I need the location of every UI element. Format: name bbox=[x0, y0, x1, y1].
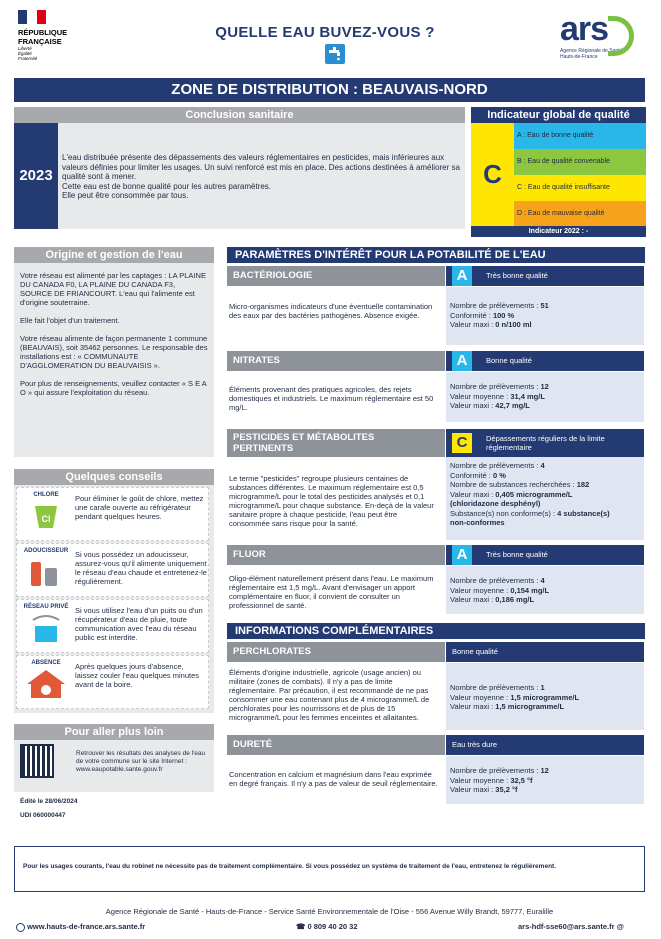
conclusion-year: 2023 bbox=[14, 123, 58, 229]
conseil-reseau-prive bbox=[16, 599, 209, 653]
pesticides-s2: Conformité : bbox=[450, 470, 493, 480]
indicator-level-a-letter: A bbox=[517, 132, 522, 139]
conclusion-text-3: Elle peut être consommée par tous. bbox=[62, 191, 189, 200]
footer-website[interactable] bbox=[16, 922, 145, 932]
nitrates-v2: 31,4 mg/L bbox=[510, 391, 545, 401]
footer-email[interactable] bbox=[518, 922, 624, 931]
origine-p1: Votre réseau est alimenté par les captages : LA PLAINE DU CANADA F0, LA PLAINE DU CANADA F3, SOURCE DE FRIANCOURT. L'eau qui l'alimente est d'origine souterraine. bbox=[20, 271, 206, 307]
fluor-rating: Très bonne qualité bbox=[486, 550, 548, 559]
durete-rating: Eau très dure bbox=[452, 740, 498, 749]
nitrates-s3: Valeur maxi : bbox=[450, 401, 496, 410]
perchlorates-s1: Nombre de prélèvements : bbox=[450, 683, 541, 692]
nitrates-v3: 42,7 mg/L bbox=[495, 401, 530, 410]
plus-loin-text: Retrouver les résultats des analyses de l'eau de votre commune sur le site Internet : www.eaupotable.sante.gouv.fr bbox=[76, 750, 206, 773]
nitrates-s1: Nombre de prélèvements : bbox=[450, 382, 541, 391]
footer-phone-number: 0 809 40 20 32 bbox=[307, 922, 358, 931]
marianne-flag-icon bbox=[18, 10, 46, 24]
pesticides-stats bbox=[446, 457, 644, 540]
nitrates-grade: A bbox=[452, 351, 472, 371]
edition-date: Édité le 28/06/2024 bbox=[20, 798, 78, 805]
durete-v1: 12 bbox=[540, 766, 549, 775]
pesticides-v1: 4 bbox=[540, 461, 545, 470]
bacterio-v2: 100 % bbox=[492, 310, 515, 320]
conseil-adoucisseur bbox=[16, 543, 209, 597]
indicator-level-c-letter: C bbox=[517, 184, 523, 191]
conseil-adoucisseur-text: Si vous possédez un adoucisseur, assurez-vous qu'il alimente uniquement le réseau d'eau chaude et entretenez-le régulièrement. bbox=[75, 550, 207, 586]
footer-phone bbox=[296, 922, 357, 931]
bacterio-desc: Micro-organismes indicateurs d'une éventuelle contamination des eaux par des bactéries pathogènes. Absence exigée. bbox=[229, 302, 433, 320]
bottom-note-box bbox=[14, 846, 645, 892]
indicator-footer: Indicateur 2022 : - bbox=[471, 226, 646, 237]
pesticides-rating-bar bbox=[446, 429, 644, 457]
conseil-adoucisseur-tag: ADOUCISSEUR bbox=[23, 548, 69, 554]
origine-p4: Pour plus de renseignements, veuillez contacter « S E A O » qui assure l'exploitation du réseau. bbox=[20, 379, 207, 397]
bacterio-name: BACTÉRIOLOGIE bbox=[227, 266, 445, 286]
nitrates-rating: Bonne qualité bbox=[486, 356, 532, 365]
bottom-note: Pour les usages courants, l'eau du robinet ne nécessite pas de traitement complémentaire. Si vous possédez un système de traitement de l'eau, entretenez le régulièrement. bbox=[23, 863, 557, 870]
bacterio-v1: 51 bbox=[540, 301, 549, 310]
conseil-chlore-tag: CHLORE bbox=[33, 492, 59, 498]
perchlorates-v1: 1 bbox=[540, 683, 545, 692]
nitrates-v1: 12 bbox=[540, 382, 549, 391]
pesticides-desc: Le terme "pesticides" regroupe plusieurs centaines de substances différentes. Le maximum réglementaire est 0,5 microgramme/L pour le total des pesticides analysés et 0,1 microgramme/L pour chaque substance. En-deçà de la valeur sanitaire propre à chaque pesticide, l'eau peut être consommée sans risque pour la santé. bbox=[229, 474, 434, 528]
durete-s2: Valeur moyenne : bbox=[450, 775, 511, 785]
nitrates-desc: Éléments provenant des pratiques agricoles, des rejets domestiques et industriels. Le maximum réglementaire est 50 mg/L. bbox=[229, 385, 434, 412]
durete-v2: 32,5 °f bbox=[510, 775, 533, 785]
perchlorates-rating: Bonne qualité bbox=[452, 647, 498, 656]
conseil-chlore bbox=[16, 487, 209, 541]
origine-heading: Origine et gestion de l'eau bbox=[14, 247, 214, 263]
durete-rating-bar bbox=[446, 735, 644, 755]
ars-sub1: Agence Régionale de Santé bbox=[560, 48, 623, 54]
svg-text:Cl: Cl bbox=[41, 514, 51, 524]
bacterio-rating-bar bbox=[446, 266, 644, 286]
bacterio-v3: 0 n/100 ml bbox=[495, 320, 532, 329]
infos-heading: INFORMATIONS COMPLÉMENTAIRES bbox=[227, 623, 645, 639]
pesticides-s1: Nombre de prélèvements : bbox=[450, 461, 541, 470]
conseil-reseau-prive-tag: RÉSEAU PRIVÉ bbox=[23, 604, 69, 610]
bacterio-s3: Valeur maxi : bbox=[450, 320, 496, 329]
indicator-level-d-letter: D bbox=[517, 210, 523, 217]
conseil-reseau-prive-text: Si vous utilisez l'eau d'un puits ou d'un récupérateur d'eau de pluie, toute communication avec l'eau du réseau public est interdite. bbox=[75, 606, 203, 642]
fluor-stats bbox=[446, 566, 644, 614]
conclusion-box bbox=[14, 123, 465, 229]
fluor-v2: 0,154 mg/L bbox=[510, 585, 550, 595]
fluor-s3: Valeur maxi : bbox=[450, 595, 496, 604]
plus-loin-box bbox=[14, 740, 214, 792]
conseil-chlore-text: Pour éliminer le goût de chlore, mettez une carafe ouverte au réfrigérateur pendant quelques heures. bbox=[75, 494, 204, 521]
indicator-level-d-label: : Eau de mauvaise qualité bbox=[524, 210, 605, 217]
plus-loin-heading: Pour aller plus loin bbox=[14, 724, 214, 740]
perchlorates-stats bbox=[446, 663, 644, 730]
nitrates-name: NITRATES bbox=[227, 351, 445, 371]
pesticides-name-2: PERTINENTS bbox=[233, 443, 294, 454]
durete-desc: Concentration en calcium et magnésium dans l'eau exprimée en degré français. Il n'y a pas de valeur de seuil réglementaire. bbox=[229, 770, 438, 788]
durete-v3: 35,2 °f bbox=[495, 785, 518, 794]
indicator-level-a-label: : Eau de bonne qualité bbox=[523, 132, 594, 139]
pesticides-v5: 4 substance(s) bbox=[557, 508, 610, 518]
indicator-level-b-label: : Eau de qualité convenable bbox=[523, 158, 611, 165]
zone-title: ZONE DE DISTRIBUTION : BEAUVAIS-NORD bbox=[14, 78, 645, 102]
footer-address: Agence Régionale de Santé - Hauts-de-France - Service Santé Environnementale de l'Oise - 556 Avenue Willy Brandt, 59777, Euralille bbox=[105, 907, 554, 916]
fluor-s2: Valeur moyenne : bbox=[450, 585, 511, 595]
at-icon: @ bbox=[616, 922, 624, 931]
pesticides-v4b: (chloridazone desphényl) bbox=[450, 499, 541, 508]
indicator-level-b-letter: B bbox=[517, 158, 522, 165]
fluor-rating-bar bbox=[446, 545, 644, 565]
pesticides-v2: 0 % bbox=[492, 470, 506, 480]
params-heading: PARAMÈTRES D'INTÉRÊT POUR LA POTABILITÉ DE L'EAU bbox=[227, 247, 645, 263]
pesticides-s4: Valeur maxi : bbox=[450, 489, 496, 499]
origine-p3: Votre réseau alimente de façon permanente 1 commune (BEAUVAIS), soit 35462 personnes. Le responsable des installations est : « COMMUNAUTE D'AGGLOMERATION DU BEAUVAISIS ». bbox=[20, 334, 208, 370]
nitrates-rating-bar bbox=[446, 351, 644, 371]
fluor-s1: Nombre de prélèvements : bbox=[450, 576, 541, 585]
republic-line2: FRANÇAISE bbox=[18, 37, 62, 46]
conseil-absence-text: Après quelques jours d'absence, laissez couler l'eau quelques minutes avant de la boire. bbox=[75, 662, 200, 689]
republic-line1: RÉPUBLIQUE bbox=[18, 28, 68, 37]
bacterio-stats bbox=[446, 287, 644, 345]
conclusion-text-1: L'eau distribuée présente des dépassements des valeurs réglementaires en pesticides, mais inférieures aux valeurs définies pour limiter les usages. Un suivi renforcé est mis en place. Des actions destinées à améliorer sa qualité sont à mener. bbox=[62, 153, 460, 181]
ars-logo bbox=[560, 12, 650, 70]
chlore-icon bbox=[21, 490, 71, 538]
motto-3: Fraternité bbox=[18, 56, 38, 61]
udi-code: UDI 060000447 bbox=[20, 812, 66, 819]
fluor-name: FLUOR bbox=[227, 545, 445, 565]
indicator-level-a bbox=[514, 123, 646, 149]
well-icon bbox=[21, 602, 71, 650]
perchlorates-desc: Éléments d'origine industrielle, agricole (usage ancien) ou militaire (zones de combats). Il n'y a pas de limite réglementaire. Par précaution, il est recommandé de ne pas consommer une eau contenant plus de 4 microgramme/L de perchlorates pour les nourrissons et de plus de 15 microgramme/L pour les femmes enceintes et allaitantes. bbox=[229, 668, 430, 722]
bacterio-grade: A bbox=[452, 266, 472, 286]
footer-website-link[interactable]: www.hauts-de-france.ars.sante.fr bbox=[27, 922, 146, 931]
motto-1: Liberté bbox=[18, 46, 32, 51]
bacterio-s1: Nombre de prélèvements : bbox=[450, 301, 541, 310]
durete-stats bbox=[446, 756, 644, 804]
indicator-level-d bbox=[514, 201, 646, 226]
ars-logo-text: ars bbox=[560, 10, 609, 48]
indicator-heading: Indicateur global de qualité bbox=[471, 107, 646, 123]
origine-p2: Elle fait l'objet d'un traitement. bbox=[20, 316, 120, 325]
durete-s3: Valeur maxi : bbox=[450, 785, 496, 794]
phone-icon: ☎ bbox=[296, 922, 306, 931]
pesticides-name bbox=[227, 429, 445, 457]
conclusion-text bbox=[62, 153, 462, 201]
durete-s1: Nombre de prélèvements : bbox=[450, 766, 541, 775]
qr-code-icon bbox=[20, 744, 54, 778]
pesticides-v4: 0,405 microgramme/L bbox=[495, 489, 573, 499]
perchlorates-name: PERCHLORATES bbox=[227, 642, 445, 662]
adoucisseur-icon bbox=[21, 546, 71, 594]
footer-email-link[interactable]: ars-hdf-sse60@ars.sante.fr bbox=[518, 922, 615, 931]
perchlorates-s2: Valeur moyenne : bbox=[450, 692, 511, 702]
fluor-desc: Oligo-élément naturellement présent dans l'eau. Le maximum réglementaire est 1,5 mg/L. Avant d'envisager un apport complémentaire en fluor, il convient de consulter un professionnel de santé. bbox=[229, 574, 434, 610]
pesticides-grade: C bbox=[452, 433, 472, 453]
perchlorates-v2: 1,5 microgramme/L bbox=[510, 692, 580, 702]
motto-2: Égalité bbox=[18, 51, 32, 56]
conseils-heading: Quelques conseils bbox=[14, 469, 214, 485]
pesticides-name-1: PESTICIDES ET MÉTABOLITES bbox=[233, 432, 375, 443]
page-title: QUELLE EAU BUVEZ-VOUS ? bbox=[215, 24, 435, 41]
conclusion-text-2: Cette eau est de bonne qualité pour les autres paramètres. bbox=[62, 181, 272, 191]
pesticides-v5b: non-conformes bbox=[450, 518, 505, 527]
bacterio-rating: Très bonne qualité bbox=[486, 271, 548, 280]
fluor-v1: 4 bbox=[540, 576, 545, 585]
nitrates-stats bbox=[446, 372, 644, 422]
house-icon bbox=[21, 658, 71, 706]
fluor-grade: A bbox=[452, 545, 472, 565]
perchlorates-rating-bar bbox=[446, 642, 644, 662]
durete-name: DURETÉ bbox=[227, 735, 445, 755]
indicator-level-c-label: : Eau de qualité insuffisante bbox=[524, 184, 610, 191]
marianne-logo bbox=[18, 10, 78, 70]
nitrates-s2: Valeur moyenne : bbox=[450, 391, 511, 401]
conclusion-heading: Conclusion sanitaire bbox=[14, 107, 465, 123]
fluor-v3: 0,186 mg/L bbox=[495, 595, 535, 604]
pesticides-s5: Substance(s) non conforme(s) : bbox=[450, 508, 558, 518]
pesticides-rating-2: réglementaire bbox=[486, 443, 532, 452]
indicator-grade: C bbox=[471, 123, 514, 226]
indicator-level-b bbox=[514, 149, 646, 175]
pesticides-rating-1: Dépassements réguliers de la limite bbox=[486, 434, 605, 443]
pesticides-v3: 182 bbox=[576, 480, 590, 489]
origine-box bbox=[14, 263, 214, 457]
ars-sub2: Hauts-de-France bbox=[560, 54, 598, 60]
bacterio-s2: Conformité : bbox=[450, 310, 493, 320]
conseil-absence bbox=[16, 655, 209, 709]
perchlorates-s3: Valeur maxi : bbox=[450, 702, 496, 711]
faucet-icon bbox=[325, 44, 345, 64]
perchlorates-v3: 1,5 microgramme/L bbox=[495, 702, 565, 711]
globe-icon bbox=[16, 923, 25, 932]
indicator-level-c bbox=[514, 175, 646, 201]
conseil-absence-tag: ABSENCE bbox=[31, 660, 61, 666]
pesticides-s3: Nombre de substances recherchées : bbox=[450, 480, 577, 489]
